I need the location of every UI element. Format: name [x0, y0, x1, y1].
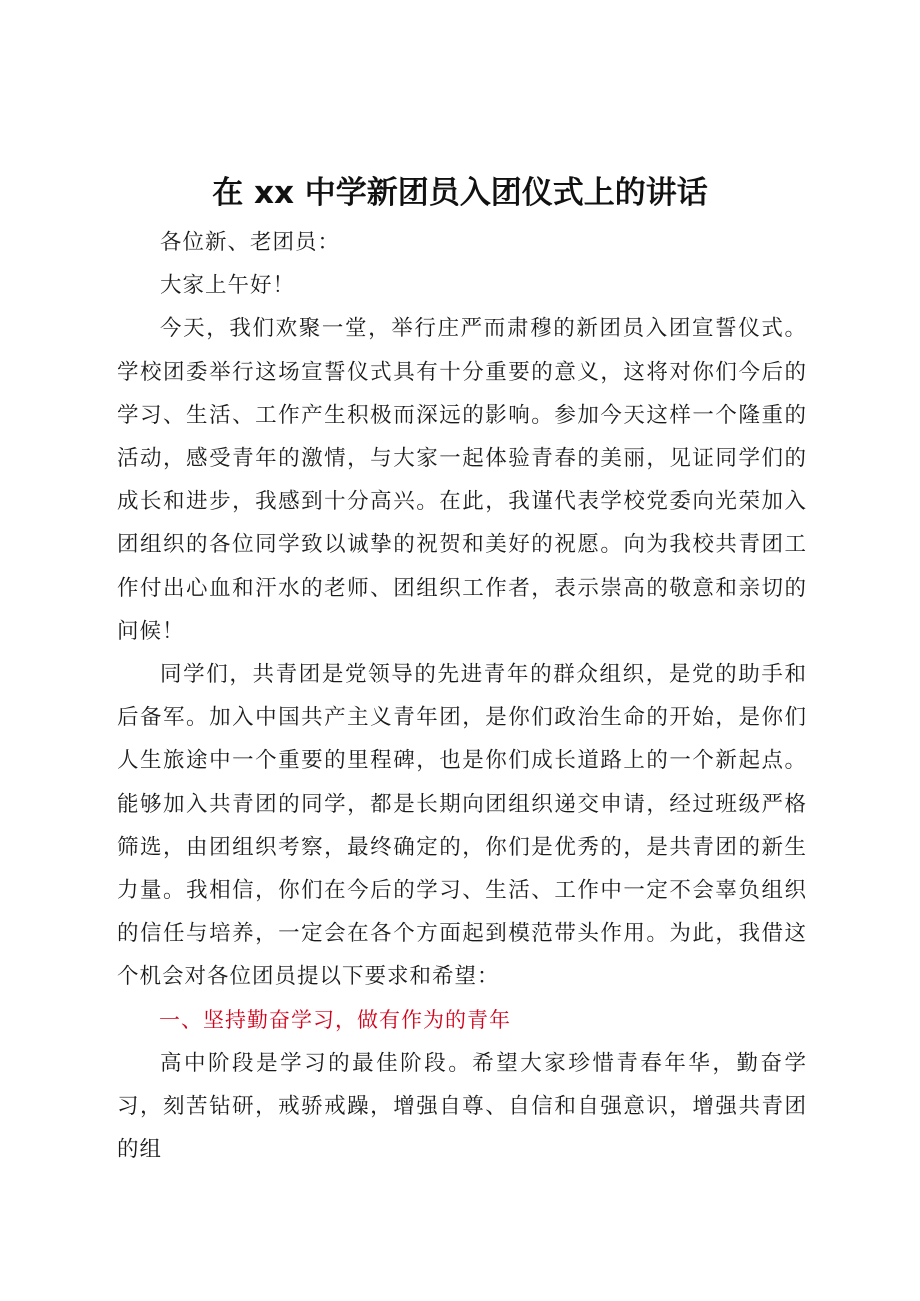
salutation: 各位新、老团员： [160, 230, 341, 255]
section-paragraph: 高中阶段是学习的最佳阶段。希望大家珍惜青春年华，勤奋学习，刻苦钻研，戒骄戒躁，增强自尊、自信和自强意识，增强共青团的组 [117, 1050, 807, 1163]
greeting: 大家上午好！ [160, 273, 296, 299]
document-title: 在 xx 中学新团员入团仪式上的讲话 [212, 175, 708, 211]
paragraph-students: 同学们，共青团是党领导的先进青年的群众组织，是党的助手和后备军。加入中国共产主义青年团，是你们政治生命的开始，是你们人生旅途中一个重要的里程碑，也是你们成长道路上的一个新起点。能够加入共青团的同学，都是长期向团组织递交申请，经过班级严格筛选，由团组织考察，最终确定的，你们是优秀的，是共青团的新生力量。我相信，你们在今后的学习、生活、工作中一定不会辜负组织的信任与培养，一定会在各个方面起到模范带头作用。为此，我借这个机会对各位团员提以下要求和希望： [117, 662, 807, 990]
paragraph-opening: 今天，我们欢聚一堂，举行庄严而肃穆的新团员入团宣誓仪式。学校团委举行这场宣誓仪式具有十分重要的意义，这将对你们今后的学习、生活、工作产生积极而深远的影响。参加今天这样一个隆重的活动，感受青年的激情，与大家一起体验青春的美丽，见证同学们的成长和进步，我感到十分高兴。在此，我谨代表学校党委向光荣加入团组织的各位同学致以诚挚的祝贺和美好的祝愿。向为我校共青团工作付出心血和汗水的老师、团组织工作者，表示崇高的敬意和亲切的问候！ [117, 316, 807, 644]
document-body [117, 221, 807, 1171]
section-heading: 一、坚持勤奋学习，做有作为的青年 [159, 1007, 511, 1032]
